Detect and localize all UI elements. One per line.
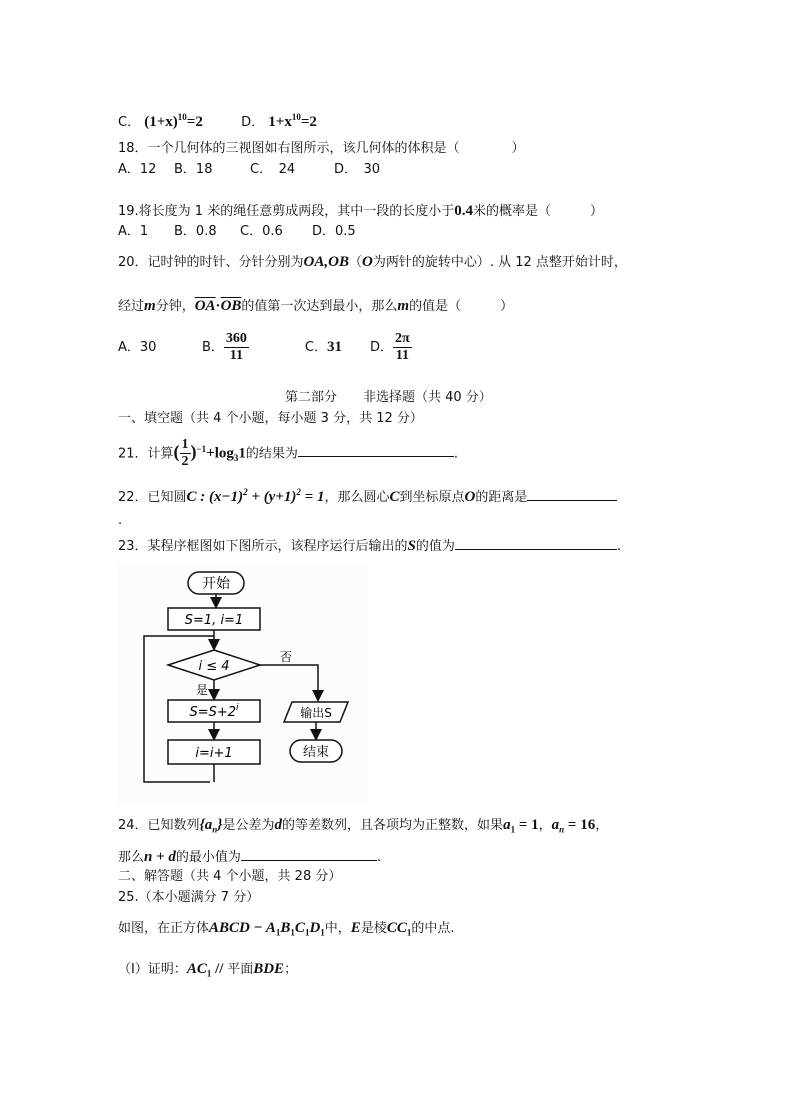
- q24-answer-blank[interactable]: [241, 848, 377, 861]
- flowchart-start-label: 开始: [202, 576, 230, 592]
- program-flowchart: [118, 564, 368, 804]
- q17-option-c-label: C．: [118, 115, 141, 130]
- flowchart-init-label: S=1, i=1: [184, 613, 244, 628]
- q22-answer-blank[interactable]: [527, 488, 617, 501]
- q20-line1: 20．记时钟的时针、分针分别为OA,OB（O为两针的旋转中心）. 从 12 点整开始计时，: [118, 254, 627, 270]
- q19-stem: 19.将长度为 1 米的绳任意剪成两段，其中一段的长度小于0.4米的概率是（ ）: [118, 203, 603, 219]
- flowchart-update-label: $S=S+2^i$: [189, 703, 239, 720]
- q20-option-d: D． $\frac{2\pi}{11}$: [370, 331, 410, 363]
- flowchart-output-label: 输出S: [300, 706, 332, 720]
- flowchart-increment-label: i=i+1: [195, 746, 233, 761]
- q17-option-d-math: $1+x^{10}=2$: [268, 112, 317, 130]
- flowchart-condition-label: i ≤ 4: [198, 659, 230, 674]
- q20-option-a: A．30: [118, 340, 157, 355]
- q18-option-c: C． 24: [250, 162, 296, 177]
- flowchart-no-label: 否: [279, 650, 293, 664]
- q24-line2: 那么n + d的最小值为 .: [118, 849, 382, 865]
- q22-tail: .: [118, 513, 123, 528]
- q20-option-b: B． $\frac{360}{11}$: [202, 331, 247, 363]
- q17-option-c-math: $(1+x)^{10}=2$: [144, 112, 203, 130]
- q25-heading: 25.（本小题满分 7 分）: [118, 890, 260, 905]
- q23-answer-blank[interactable]: [455, 537, 617, 550]
- q20-option-c: C．31: [304, 339, 342, 355]
- q18-stem: 18．一个几何体的三视图如右图所示，该几何体的体积是（ ）: [118, 141, 525, 156]
- q24-line1: 24．已知数列$\{a_n\}$是公差为d的等差数列，且各项均为正整数，如果$a_1 = 1$，$a_n = 16$，: [118, 817, 609, 835]
- q22: 22．已知圆C : $(x-1)^2 + (y+1)^2 = 1$，那么圆心C到坐标原点O的距离是: [118, 483, 617, 507]
- section2-heading: 二、解答题（共 4 个小题，共 28 分）: [118, 869, 342, 884]
- section1-heading: 一、填空题（共 4 个小题，每小题 3 分，共 12 分）: [118, 411, 423, 426]
- q21: 21．计算( $\frac{1}{2}$ )$^{-1}+\log_31$的结果为 .: [118, 437, 459, 470]
- q25-part1: （Ⅰ）证明：$AC_1$ // 平面BDE；: [118, 961, 298, 979]
- q20-hands: OA,OB: [303, 254, 349, 270]
- q19-option-d: D．0.5: [312, 224, 356, 239]
- q19-value: 0.4: [454, 203, 473, 219]
- flowchart-end-label: 结束: [302, 745, 330, 760]
- q21-answer-blank[interactable]: [298, 444, 454, 457]
- part2-title: 第二部分 非选择题（共 40 分）: [285, 390, 492, 405]
- flowchart-yes-label: 是: [195, 683, 209, 697]
- q19-option-b: B．0.8: [174, 224, 217, 239]
- q19-option-c: C．0.6: [240, 224, 283, 239]
- q19-option-a: A．1: [118, 224, 149, 239]
- q17-options: [118, 108, 317, 132]
- q20-vector-ob: $\overline{OB}$: [220, 298, 242, 314]
- q22-circle-eq: C : $(x-1)^2 + (y+1)^2 = 1$: [186, 487, 325, 505]
- q23: 23．某程序框图如下图所示，该程序运行后输出的S的值为 .: [118, 538, 622, 554]
- q18-options: [118, 161, 380, 179]
- q25-stem: 如图，在正方体ABCD − $A_1B_1C_1D_1$中，E是棱$CC_1$的中点.: [118, 920, 455, 938]
- q19-options: [118, 223, 356, 241]
- q20-line2: 经过m分钟，$\overline{OA}\cdot\overline{OB}$的值第一次达到最小，那么m的值是（ ）: [118, 298, 514, 314]
- q20-options: [118, 329, 412, 366]
- q18-option-d: D． 30: [334, 162, 381, 177]
- q18-option-b: B．18: [174, 162, 213, 177]
- q20-vector-oa: $\overline{OA}$: [194, 298, 216, 314]
- q17-option-d-label: D．: [241, 115, 265, 130]
- q18-option-a: A．12: [118, 162, 157, 177]
